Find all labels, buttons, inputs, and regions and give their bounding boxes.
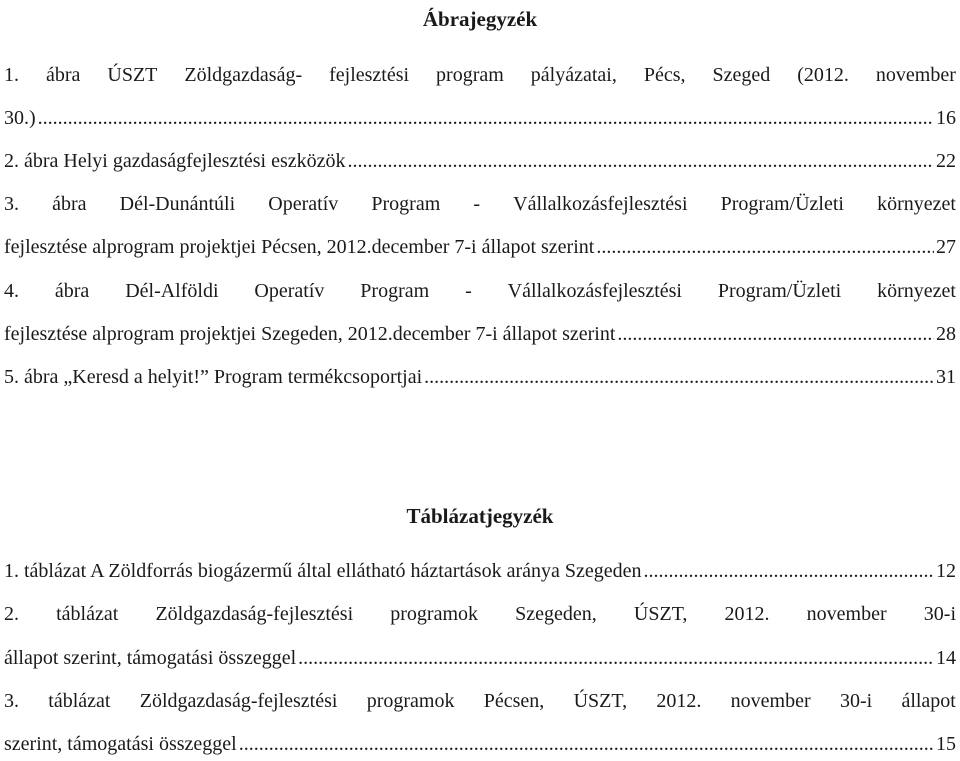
- word: táblázat: [56, 603, 119, 625]
- page-number: 22: [936, 150, 956, 172]
- word: (2012.: [797, 64, 849, 86]
- page-number: 14: [936, 647, 956, 669]
- table-entry-2-line2[interactable]: [4, 645, 956, 671]
- dot-leader: [596, 234, 934, 260]
- word: Program: [360, 280, 430, 302]
- entry-text: 2. ábra Helyi gazdaságfejlesztési eszközök: [4, 150, 346, 172]
- word: ÚSZT: [107, 64, 158, 86]
- word: Program/Üzleti: [717, 280, 842, 302]
- dot-leader: [348, 148, 934, 174]
- word: ÚSZT,: [573, 690, 628, 712]
- word: Szegeden,: [515, 603, 597, 625]
- page-number: 15: [936, 733, 956, 755]
- word: ábra: [45, 64, 81, 86]
- word: ábra: [54, 280, 90, 302]
- tables-heading: Táblázatjegyzék: [406, 504, 554, 528]
- figure-entry-3-line1[interactable]: [4, 191, 956, 217]
- figure-entry-4-line2[interactable]: [4, 321, 956, 347]
- word: Zöldgazdaság-fejlesztési: [139, 690, 338, 712]
- word: 4.: [4, 280, 19, 302]
- word: Vállalkozásfejlesztési: [507, 280, 682, 302]
- word: Operatív: [268, 193, 339, 215]
- word: Dél-Alföldi: [125, 280, 219, 302]
- figure-entry-1-line2[interactable]: [4, 105, 956, 131]
- word: november: [806, 603, 887, 625]
- entry-text: fejlesztése alprogram projektjei Szegeden, 2012.december 7-i állapot szerint: [4, 323, 616, 345]
- figure-entry-5[interactable]: [4, 364, 956, 390]
- word: állapot: [901, 690, 956, 712]
- entry-text: fejlesztése alprogram projektjei Pécsen, 2012.december 7-i állapot szerint: [4, 236, 595, 258]
- word: -: [473, 193, 481, 215]
- dot-leader: [424, 364, 934, 390]
- entry-text: 30.): [4, 107, 36, 129]
- word: november: [875, 64, 956, 86]
- word: ábra: [52, 193, 87, 215]
- table-entry-3-line1[interactable]: [4, 688, 956, 714]
- word: november: [730, 690, 811, 712]
- entry-text: állapot szerint, támogatási összeggel: [4, 647, 297, 669]
- word: program: [436, 64, 504, 86]
- word: Szeged: [712, 64, 771, 86]
- dot-leader: [644, 558, 935, 584]
- word: Operatív: [254, 280, 325, 302]
- word: Pécs,: [643, 64, 686, 86]
- word: táblázat: [48, 690, 111, 712]
- word: 3.: [4, 690, 19, 712]
- word: Pécsen,: [483, 690, 545, 712]
- figure-entry-1-line1[interactable]: [4, 62, 956, 88]
- dot-leader: [239, 731, 934, 757]
- word: programok: [390, 603, 479, 625]
- word: 30-i: [923, 603, 956, 625]
- table-entry-1[interactable]: [4, 558, 956, 584]
- word: Dél-Dunántúli: [119, 193, 236, 215]
- entry-text: 1. táblázat A Zöldforrás biogázermű által ellátható háztartások aránya Szegeden: [4, 560, 642, 582]
- page-number: 16: [936, 107, 956, 129]
- word: -: [465, 280, 472, 302]
- entry-text: 5. ábra „Keresd a helyit!” Program termékcsoportjai: [4, 366, 423, 388]
- page-number: 31: [936, 366, 956, 388]
- word: 3.: [4, 193, 19, 215]
- word: 1.: [4, 64, 19, 86]
- word: 2012.: [656, 690, 702, 712]
- word: 30-i: [839, 690, 873, 712]
- entry-text: szerint, támogatási összeggel: [4, 733, 237, 755]
- figure-entry-3-line2[interactable]: [4, 234, 956, 260]
- word: Zöldgazdaság-: [184, 64, 303, 86]
- dot-leader: [617, 321, 934, 347]
- figure-entry-4-line1[interactable]: [4, 278, 956, 304]
- page-number: 28: [936, 323, 956, 345]
- word: környezet: [877, 193, 956, 215]
- word: Program: [371, 193, 441, 215]
- table-entry-3-line2[interactable]: [4, 731, 956, 757]
- figure-entry-2[interactable]: [4, 148, 956, 174]
- word: ÚSZT,: [633, 603, 688, 625]
- word: Zöldgazdaság-fejlesztési: [155, 603, 354, 625]
- word: 2.: [4, 603, 19, 625]
- word: pályázatai,: [530, 64, 617, 86]
- word: 2012.: [724, 603, 770, 625]
- figures-heading: Ábrajegyzék: [422, 7, 538, 31]
- word: környezet: [877, 280, 956, 302]
- dot-leader: [38, 105, 934, 131]
- page-number: 12: [936, 560, 956, 582]
- dot-leader: [298, 645, 934, 671]
- word: fejlesztési: [329, 64, 410, 86]
- page-number: 27: [936, 236, 956, 258]
- table-entry-2-line1[interactable]: [4, 601, 956, 627]
- word: Program/Üzleti: [720, 193, 844, 215]
- word: Vállalkozásfejlesztési: [513, 193, 688, 215]
- word: programok: [366, 690, 455, 712]
